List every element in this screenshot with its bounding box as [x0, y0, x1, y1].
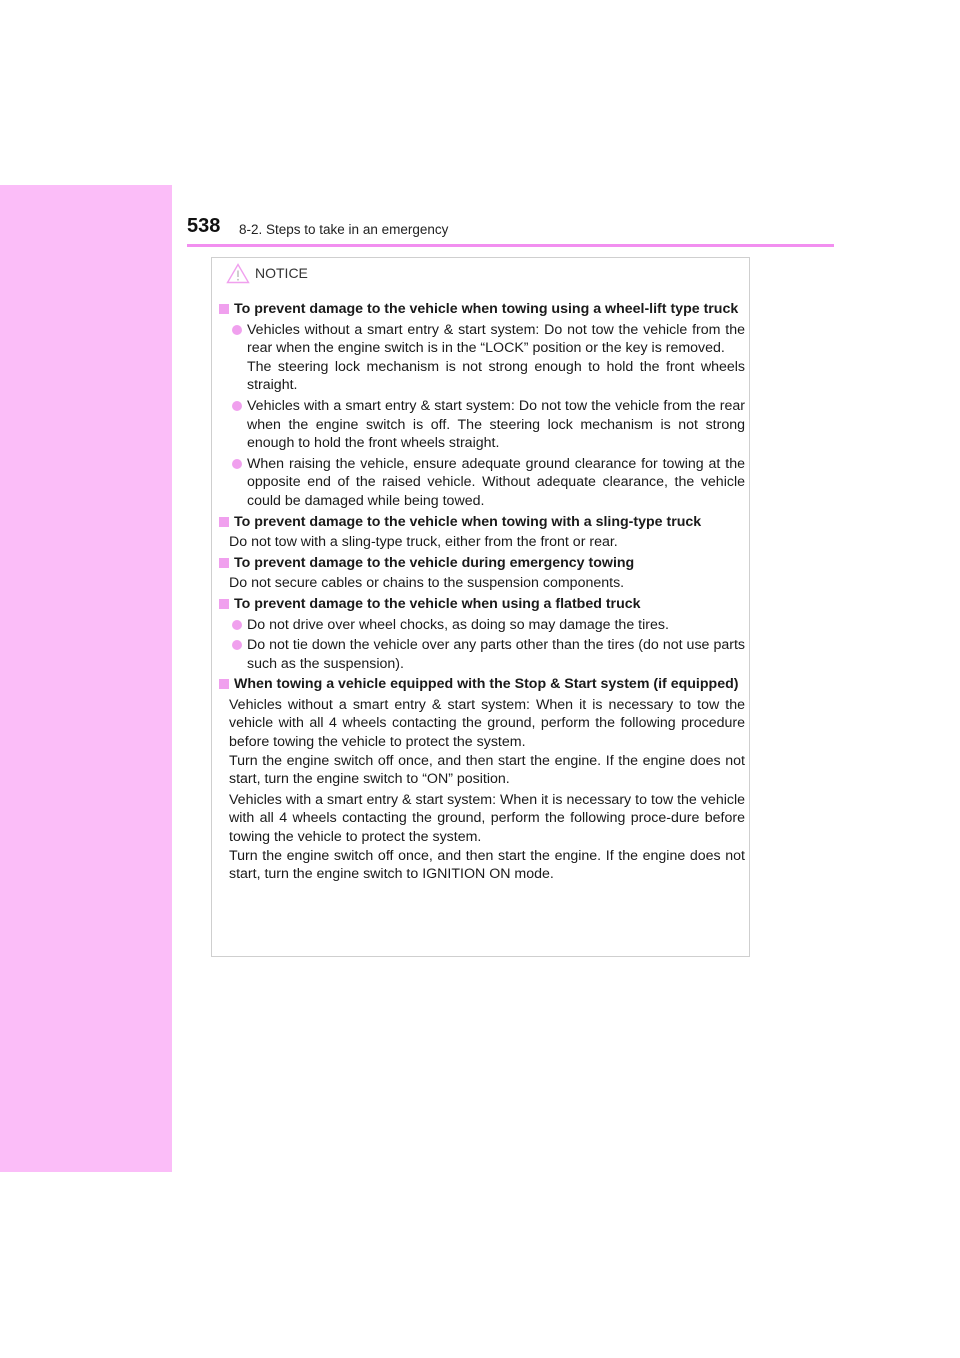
notice-heading-text: To prevent damage to the vehicle when towing using a wheel-lift type truck	[234, 301, 739, 317]
notice-label: NOTICE	[255, 265, 308, 281]
side-color-band	[0, 185, 172, 1172]
notice-bullet-text: When raising the vehicle, ensure adequate ground clearance for towing at the opposite end of the raised vehicle. Without adequate clearance, the vehicle could be damaged while being towed.	[247, 455, 745, 509]
notice-heading	[219, 554, 745, 573]
warning-triangle-icon	[226, 263, 250, 284]
notice-bullet	[232, 397, 745, 453]
notice-body	[219, 300, 745, 886]
page-header	[187, 215, 837, 241]
notice-bullet	[232, 455, 745, 511]
notice-box	[211, 257, 750, 957]
notice-bullet-text: Do not tie down the vehicle over any parts other than the tires (do not use parts such as the suspension).	[247, 637, 745, 672]
notice-heading-text: To prevent damage to the vehicle when towing with a sling-type truck	[234, 513, 702, 530]
circle-bullet-icon	[232, 640, 242, 650]
notice-bullet	[232, 321, 745, 395]
circle-bullet-icon	[232, 401, 242, 411]
notice-heading	[219, 675, 745, 694]
notice-bullet-text: Do not drive over wheel chocks, as doing so may damage the tires.	[247, 616, 669, 633]
square-bullet-icon	[219, 304, 229, 314]
square-bullet-icon	[219, 599, 229, 609]
circle-bullet-icon	[232, 459, 242, 469]
square-bullet-icon	[219, 558, 229, 568]
notice-header	[212, 258, 749, 288]
notice-bullet	[232, 636, 745, 673]
notice-paragraph: Do not tow with a sling-type truck, either from the front or rear.	[229, 534, 618, 551]
notice-heading	[219, 513, 745, 532]
notice-heading	[219, 595, 745, 614]
circle-bullet-icon	[232, 325, 242, 335]
circle-bullet-icon	[232, 620, 242, 630]
header-rule	[187, 244, 834, 247]
notice-heading-text: To prevent damage to the vehicle during emergency towing	[234, 554, 635, 571]
notice-heading-text: To prevent damage to the vehicle when using a flatbed truck	[234, 595, 641, 612]
notice-bullet	[232, 616, 745, 635]
notice-bullet-text: Vehicles with a smart entry & start system: Do not tow the vehicle from the rear when the engine switch is off. The steering lock mechanism is not strong enough to hold the front wheels straight.	[247, 397, 745, 452]
notice-heading-text: When towing a vehicle equipped with the Stop & Start system (if equipped)	[234, 676, 739, 693]
notice-paragraph: Do not secure cables or chains to the suspension components.	[229, 575, 625, 592]
square-bullet-icon	[219, 517, 229, 527]
page-number: 538	[187, 215, 221, 237]
notice-bullet-text: Vehicles without a smart entry & start system: Do not tow the vehicle from the rear when the engine switch is in the “LOCK” position or the key is removed. The steering lock mechanism is not strong enough to hold the front wheels straight.	[247, 321, 745, 394]
square-bullet-icon	[219, 679, 229, 689]
notice-heading	[219, 300, 745, 319]
section-title: 8-2. Steps to take in an emergency	[239, 222, 449, 237]
notice-paragraph: Vehicles with a smart entry & start system: When it is necessary to tow the vehicle with all 4 wheels contacting the ground, perform the following proce-dure before towing the vehicle to protect the system. Turn the engine switch off once, and then start the engine. If the engine does not start, turn the engine switch to IGNITION ON mode.	[229, 791, 745, 883]
notice-paragraph: Vehicles without a smart entry & start system: When it is necessary to tow the vehicle with all 4 wheels contacting the ground, perform the following procedure before towing the vehicle to protect the system. Turn the engine switch off once, and then start the engine. If the engine does not start, turn the engine switch to “ON” position.	[229, 696, 745, 788]
